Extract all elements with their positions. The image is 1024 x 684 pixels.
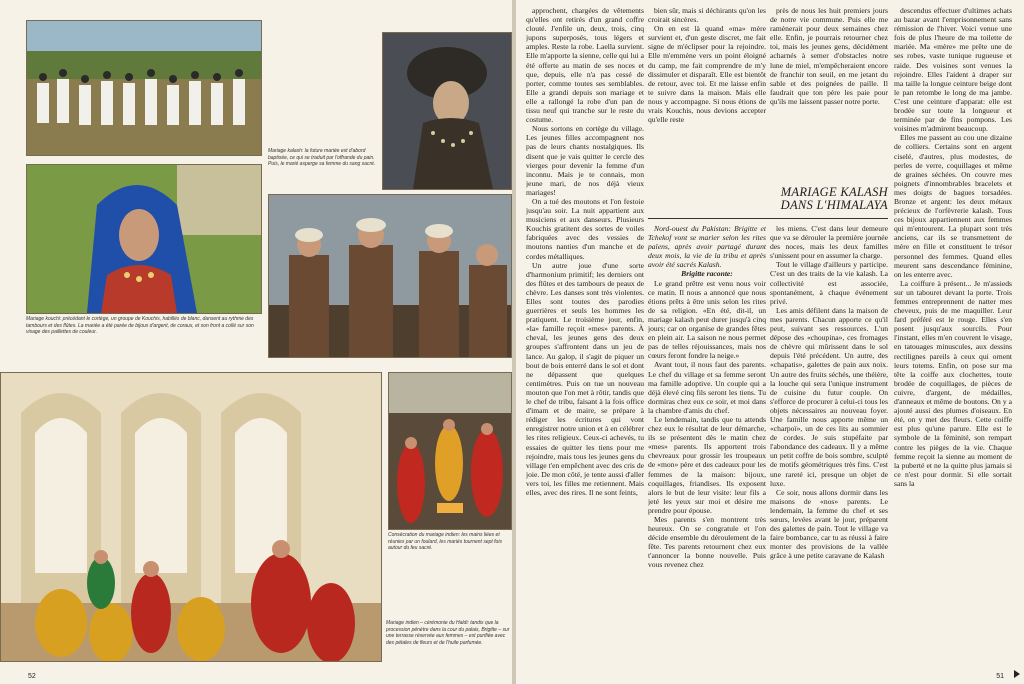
heading-line-1: MARIAGE KALASH [780,185,888,199]
paragraph: Un autre joue d'une sorte d'harmonium primitif; les derniers ont des flûtes et des tambours de peaux de chèvre. Les danses sont très violentes. Elles sont toutes des parodies guerrières et seuls les hommes les pratiquent. Le troisième jour, enfin, «la» famille reçoit «mes» parents. À cheval, les jeunes gens des deux groupes s'affrontent dans un jeu de lance. Au galop, il s'agit de piquer un bout de bois enterré dans le sol et dont ne dépassent que quelques centimètres. Puis on tue un nouveau mouton que l'on met à rôtir, tandis que le chef de tribu, faisant à la fois office d'imam et de maire, se prépare à rédiger les écritures qui vont enregistrer notre union et à en célébrer les rites religieux. Ceux-ci achevés, tu essaies de quitter les tiens pour me rejoindre, mais tous les jeunes gens du village t'en empêchent avec des cris de joie. De mon côté, je tente aussi d'aller vers toi, les filles me retiennent. Mais elles, avec des rires. Il ne sont feints, [526,260,644,497]
paragraph: bien sûr, mais si déchirants qu'on les croirait sincères. [648,6,766,25]
article-heading [656,186,888,212]
paragraph: les miens. C'est dans leur demeure que va se dérouler la première journée des noces, mais les deux familles s'unissent pour en assumer la charge. [770,224,888,261]
text-column-3-bottom [770,224,888,674]
text-column-2-top [648,6,766,206]
text-column-1 [526,6,644,674]
paragraph: La coiffure à présent... Je m'assieds sur un tabouret devant la porte. Trois femmes entreprennent de natter mes cheveux, puis de me maquiller. Leur fard préféré est le rouge. Elles s'en posent jusqu'aux sourcils. Pour l'instant, elles m'en couvrent le visage, en tatouages minuscules, aux dessins rectilignes pareils à ceux qui ornent leurs totems. Enfin, on pose sur ma tête la coiffe aux clochettes, toute brodée de coquillages, de pièces de cuivre, d'argent, de médailles, d'anneaux et même de boutons. On y a ajouté aussi des plumes d'oiseaux. En été, on y met des fleurs. Cette coiffe est plus qu'une parure. Elle est le symbole de la féminité, son rempart contre les pièges de la vie. Chaque femme reçoit la sienne au moment de la puberté et ne la quitte plus jamais si ce n'est pour dormir. Si elle sortait sans la [894,278,1012,488]
caption-kouchi-procession: Mariage kouchi: précédant le cortège, un groupe de Kouchis, habillés de blanc, dansent au rythme des tambours et des flûtes. La mariée a été parée de bijoux d'argent, de coraux, et son front a collé sur son visage des paillettes de couleur. [26,316,254,335]
photo-kouchi-dancers [26,20,262,156]
paragraph: On a tué des moutons et l'on festoie jusqu'au soir. La nuit appartient aux musiciens et aux danseurs. Plusieurs Kouchis gratitent des sortes de voiles fabriquées avec des vessies de moutons nanties d'un manche et de cordes métalliques. [526,196,644,261]
right-page [516,0,1024,684]
page-number-left: 52 [28,673,36,680]
continue-arrow-icon [1014,670,1020,678]
paragraph: descendus effectuer d'ultimes achats au bazar avant l'emprisonnement sans rémission de l'hiver. Voici venue une fois de plus l'heure de ma toilette de mariée. Ma «mère» me prête une de ses robes, vaste tunique rugueuse et raide. Des voisines sont venues la rejoindre. Elles l'aident à draper sur ma taille la longue ceinture beige dont le pan retombe le long de ma jambe. C'est une ceinture d'apparat: elle est brodée sur toute la longueur et terminée par de fins pompons. Les voisines m'admirent beaucoup. [894,6,1012,134]
paragraph: Le grand prêtre est venu nous voir ce matin. Il nous a annoncé que nous étions prêts à être unis selon les rites de sa religion. «En été, dit-il, un mariage kalash peut durer jusqu'à cinq jours; car on organise de grandes fêtes en plein air. La saison ne nous permet pas de telles réjouissances, mais nos cœurs feront fondre la neige.» [648,278,766,361]
article-subhead: Brigitte raconte: [681,269,733,279]
caption-kalash-bride: Mariage kalash: la future mariée est d'abord baptisée, ce qui se traduit par l'offrande du pain. Puis, le marié asperge sa femme du sang sacré. [268,148,376,167]
text-column-3-top [770,6,888,176]
paragraph: Mes parents s'en montrent très heureux. On se congratule et l'on décide ensemble du déroulement de la fête. Tes parents retournent chez eux t'annoncer la bonne nouvelle. Puis vous revenez chez [648,515,766,570]
text-column-4 [894,6,1012,666]
photo-kalash-ceremony [268,194,512,358]
caption-haldi-ceremony: Mariage indien – cérémonie du Haldi: tandis que la procession pénètre dans la cour du palais, Brigitte – sur une terrasse réservée aux femmes – est purifiée avec des pétales de fleurs et de l'huile parfumée. [386,620,510,646]
paragraph: Nous sortons en cortège du village. Les jeunes filles accompagnent nos pas de leurs chants nostalgiques. Ils disent que je vais quitter le cercle des vierges pour devenir la femme d'un inconnu. Mais je te connais, mon jeune mari, de nos déjà vieux mariages! [526,124,644,197]
photo-haldi-palace [0,372,382,662]
photo-indian-ceremony [388,372,512,530]
paragraph: Tout le village d'ailleurs y participe. C'est un des traits de la vie kalash. La collectivité est associée, spontanément, à chaque événement privé. [770,260,888,306]
paragraph: Avant tout, il nous faut des parents. Le chef du village et sa femme seront ma famille adoptive. Un couple qui a déjà élevé cinq fils seront les tiens. Tu dormiras chez eux ce soir, et moi dans la chambre d'amis du chef. [648,360,766,415]
paragraph: près de nous les huit premiers jours de notre vie commune. Puis elle me ramènerait pour deux semaines chez elle. Enfin, je pourrais retourner chez toi, mais les jeunes gens, décidément acharnés à semer d'obstacles notre lune de miel, m'empêcheraient encore de franchir ton seuil, en me jetant du sable et des poignées de paille. Il faudrait que ton père les paie pour qu'ils me laissent passer notre porte. [770,6,888,106]
paragraph: Elles me passent au cou une dizaine de colliers. Certains sont en argent ciselé, d'autres, plus modestes, de perles de verre, coquillages et même de graines séchées. On couvre mes poignets d'innombrables bracelets et mes doigts de bagues torsadées. Bronze et argent: les deux métaux précieux de l'orfèvrerie kalash. Tous ces bijoux appartiennent aux femmes qui m'entourent. La plupart sont très anciens, car ils se transmettent de mère en fille et constituent le trésor personnel des femmes. Quand elles meurent sans descendance féminine, on les enterre avec. [894,133,1012,279]
paragraph: approchent, chargées de vêtements qu'elles ont retirés d'un grand coffre clouté. J'enfile un, deux, trois, cinq jupons superposés, tous légers et amples. Reste la robe. Laella survient. Elle m'apporte la sienne, celle qui lui a été offerte au matin de ses noces et que, depuis, elle n'a pas cessé de porter, comme toutes ses semblables. Elle a grandi depuis son mariage et elle a rallongé la robe d'un pan de tissu neuf qui tranche sur le reste du costume. [526,6,644,125]
page-number-right: 51 [996,673,1004,680]
paragraph: Les amis défilent dans la maison de mes parents. Chacun apporte ce qu'il peut, suivant ses ressources. L'un dépose des «choupina», ces fromages de chèvre qui mûrissent dans le sol depuis l'été précédent. Un autre, des «chapatis», galettes de pain aux noix. Un autre des fruits séchés, une théière, la louche qui sera l'unique instrument de cuisine du futur couple. On s'efforce de procurer à celui-ci tous les objets nécessaires au nouveau foyer. Une famille nous apporte même un «charpoï», un de ces lits au sommier de cordes. Je suis stupéfaite par l'abondance des cadeaux. Il y a même un petit coffre de bois sombre, sculpté de motifs géométriques très fins. C'est une rareté ici, presque un objet de luxe. [770,305,888,488]
heading-rule [648,218,888,219]
photo-kalash-bride [382,32,512,190]
caption-indian-ceremony: Consécration du mariage indien: les mains liées et réunies par un foulard, les mariés tournent sept fois autour du feu sacré. [388,532,502,551]
heading-line-2: DANS L'HIMALAYA [780,198,888,212]
text-column-2-bottom [648,224,766,674]
paragraph: Le lendemain, tandis que tu attends chez eux le résultat de leur démarche, ils se présentent dès le matin chez «mes» parents. Ils apportent trois chevreaux pour grossir les troupeaux de «mon» père et des cadeaux pour les femmes de la maison: bijoux, coquillages, friandises. Ils exposent alors le but de leur visite: leur fils a jeté les yeux sur moi et désire me prendre pour épouse. [648,414,766,515]
photo-kouchi-bride [26,164,262,314]
paragraph: On en est là quand «ma» mère survient et, d'un geste discret, me fait signe de m'éclipser pour la rejoindre. Elle m'emmène vers un point éloigné du camp, me fait comprendre de m'y dissimuler et disparaît. Elle est bientôt de retour, avec toi. Et me laisse enfin te suivre dans la maison. Mais elle nous y accompagne. Si nous étions de vrais Kouchis, nous devions accepter qu'elle reste [648,24,766,125]
article-intro: Nord-ouest du Pakistan: Brigitte et Tchekof vont se marier selon les rites païens, après avoir partagé durant deux mois, la vie de la tribu et après avoir été sacrés Kalash. [648,224,766,270]
paragraph: Ce soir, nous allons dormir dans les maisons de «nos» parents. Le lendemain, la femme du chef et ses sœurs, levées avant le jour, préparent des galettes de pain. Tout le village va faire bombance, car tu as réussi à faire monter des provisions de la vallée grâce à une petite caravane de Kalash [770,487,888,561]
